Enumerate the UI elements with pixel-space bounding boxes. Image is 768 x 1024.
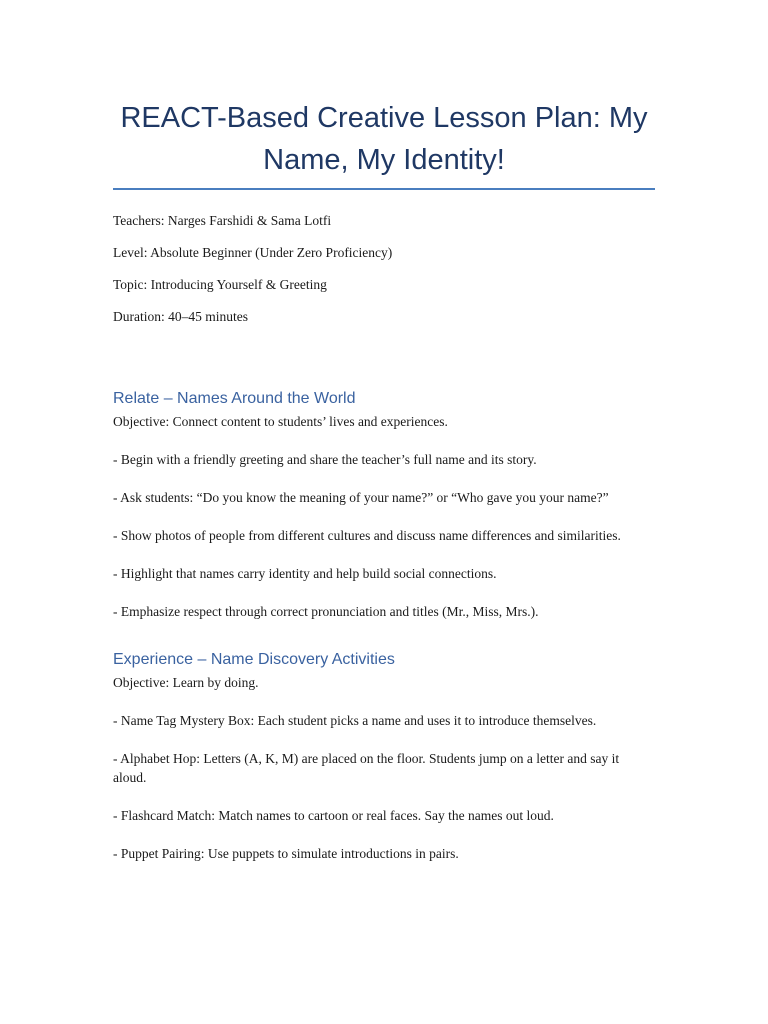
list-item: - Alphabet Hop: Letters (A, K, M) are placed on the floor. Students jump on a letter and say it aloud. xyxy=(113,751,620,785)
document-page xyxy=(113,0,655,882)
list-item: - Name Tag Mystery Box: Each student picks a name and uses it to introduce themselves. xyxy=(113,713,597,728)
section-heading: Experience – Name Discovery Activities xyxy=(113,651,395,668)
document-title: REACT-Based Creative Lesson Plan: My Name, My Identity! xyxy=(120,102,648,176)
meta-level: Level: Absolute Beginner (Under Zero Proficiency) xyxy=(113,245,393,260)
section-experience xyxy=(113,650,655,863)
meta-duration: Duration: 40–45 minutes xyxy=(113,309,248,324)
meta-teachers: Teachers: Narges Farshidi & Sama Lotfi xyxy=(113,213,332,228)
list-item: - Puppet Pairing: Use puppets to simulate introductions in pairs. xyxy=(113,846,459,861)
list-item: - Show photos of people from different cultures and discuss name differences and similarities. xyxy=(113,528,621,543)
list-item: - Highlight that names carry identity and help build social connections. xyxy=(113,566,497,581)
list-item: - Flashcard Match: Match names to cartoon or real faces. Say the names out loud. xyxy=(113,808,554,823)
section-relate xyxy=(113,389,655,621)
meta-topic: Topic: Introducing Yourself & Greeting xyxy=(113,277,327,292)
title-underline xyxy=(113,188,655,190)
list-item: - Emphasize respect through correct pronunciation and titles (Mr., Miss, Mrs.). xyxy=(113,604,539,619)
section-heading: Relate – Names Around the World xyxy=(113,390,356,407)
lesson-meta xyxy=(113,211,655,326)
section-objective: Objective: Learn by doing. xyxy=(113,675,259,690)
list-item: - Ask students: “Do you know the meaning of your name?” or “Who gave you your name?” xyxy=(113,490,609,505)
section-objective: Objective: Connect content to students’ lives and experiences. xyxy=(113,414,448,429)
list-item: - Begin with a friendly greeting and share the teacher’s full name and its story. xyxy=(113,452,537,467)
